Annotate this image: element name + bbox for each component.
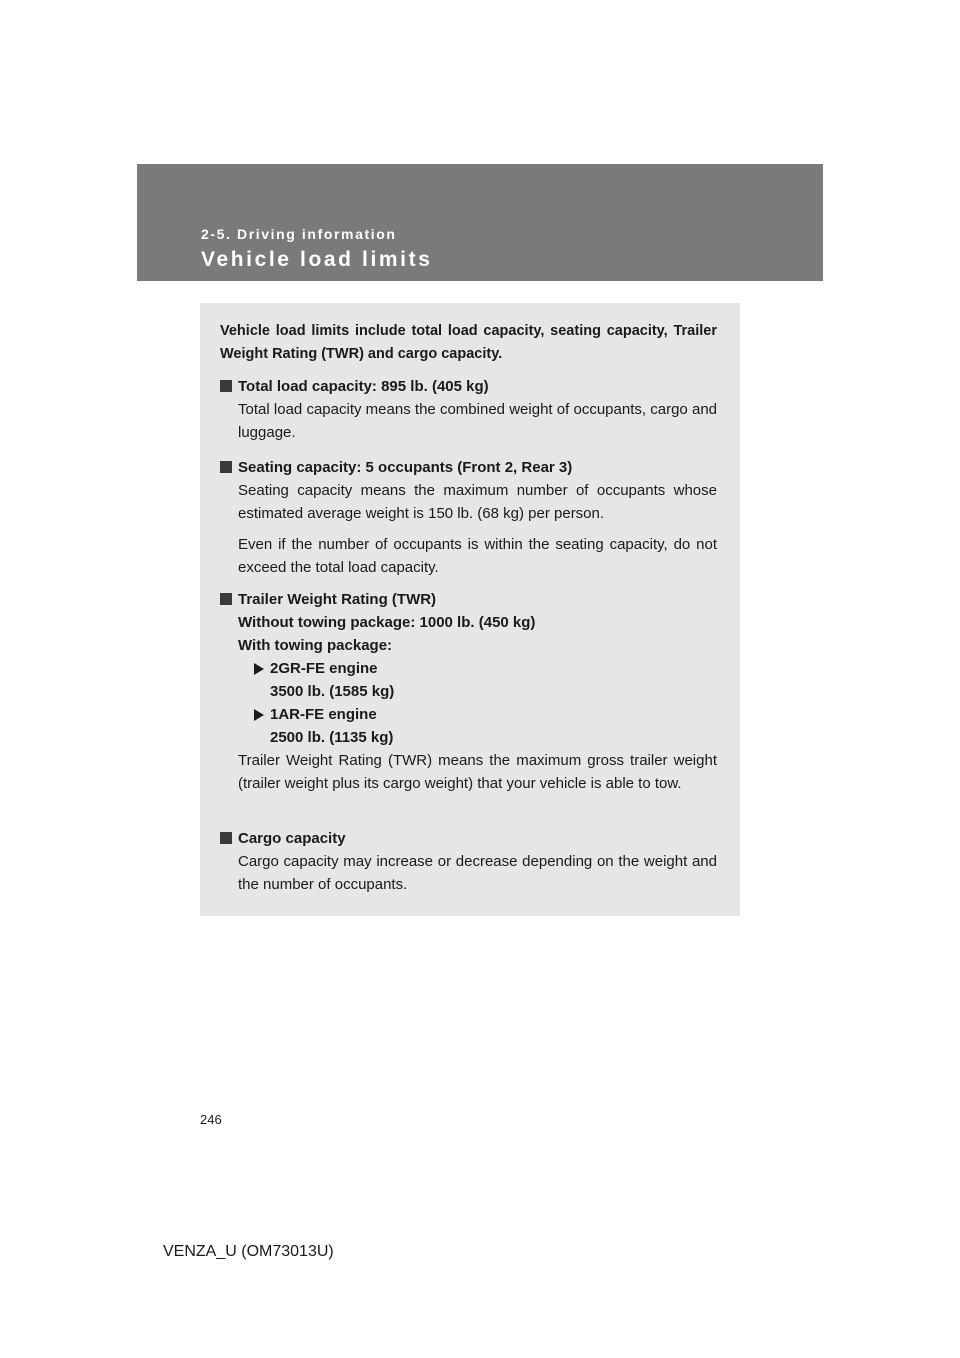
seating-body: Seating capacity means the maximum number of occupants whose estimated average weight is 150 lb. (68 kg) per person. (238, 482, 717, 522)
seating-section (220, 456, 720, 579)
load-limits-panel (200, 303, 740, 916)
engine-item (254, 657, 720, 680)
page-number: 246 (200, 1112, 222, 1127)
cargo-heading-text: Cargo capacity (238, 830, 346, 847)
engine-item (254, 703, 720, 726)
seating-heading-text: Seating capacity: 5 occupants (Front 2, Rear 3) (238, 459, 573, 476)
seating-heading (220, 456, 720, 479)
with-towing-line: With towing package: (238, 637, 393, 654)
triangle-bullet-icon (254, 709, 264, 721)
without-towing-line: Without towing package: 1000 lb. (450 kg) (238, 614, 536, 631)
total-load-body: Total load capacity means the combined weight of occupants, cargo and luggage. (238, 401, 717, 441)
trailer-section (220, 588, 720, 795)
square-bullet-icon (220, 593, 232, 605)
engine-name: 2GR-FE engine (270, 660, 378, 677)
square-bullet-icon (220, 461, 232, 473)
engine-value: 2500 lb. (1135 kg) (270, 729, 394, 746)
trailer-heading (220, 588, 720, 611)
seating-body-note: Even if the number of occupants is within the seating capacity, do not exceed the total load capacity. (238, 536, 717, 576)
footer-doc-code: VENZA_U (OM73013U) (163, 1243, 334, 1260)
cargo-heading (220, 827, 720, 850)
engine-value: 3500 lb. (1585 kg) (270, 683, 395, 700)
engine-name: 1AR-FE engine (270, 706, 377, 723)
trailer-heading-text: Trailer Weight Rating (TWR) (238, 591, 437, 608)
square-bullet-icon (220, 380, 232, 392)
cargo-section (220, 827, 720, 896)
total-load-heading (220, 375, 720, 398)
chapter-header (137, 164, 823, 281)
total-load-heading-text: Total load capacity: 895 lb. (405 kg) (238, 378, 489, 395)
section-label: 2-5. Driving information (201, 226, 397, 242)
triangle-bullet-icon (254, 663, 264, 675)
cargo-body: Cargo capacity may increase or decrease depending on the weight and the number of occupants. (238, 853, 717, 893)
total-load-section (220, 375, 720, 444)
square-bullet-icon (220, 832, 232, 844)
trailer-body: Trailer Weight Rating (TWR) means the maximum gross trailer weight (trailer weight plus its cargo weight) that your vehicle is able to tow. (238, 752, 717, 792)
page-title: Vehicle load limits (201, 248, 433, 271)
intro-text: Vehicle load limits include total load capacity, seating capacity, Trailer Weight Rating (TWR) and cargo capacity. (220, 323, 717, 362)
